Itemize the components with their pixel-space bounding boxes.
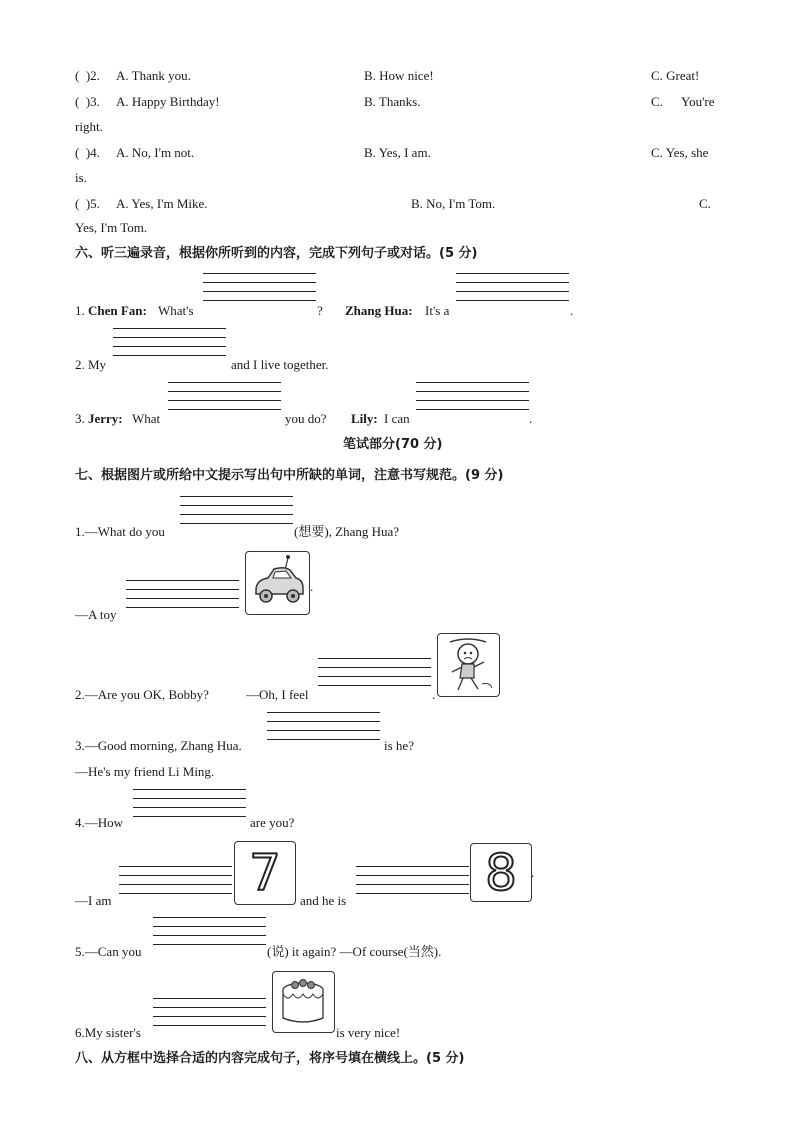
section-8-title: 八、从方框中选择合适的内容完成句子，将序号填在横线上。(5 分)	[75, 1051, 465, 1066]
listen-q3-answer-text: I can	[384, 411, 410, 426]
writing-lines[interactable]	[416, 382, 529, 410]
q1-answer-text: —A toy	[75, 607, 117, 622]
speaker-chen-fan: Chen Fan:	[88, 303, 147, 318]
listen-q3-number: 3.	[75, 411, 85, 426]
writing-lines[interactable]	[318, 658, 431, 686]
choice-q2-number: ( )2.	[75, 68, 100, 83]
listen-q1-answer-text: It's a	[425, 303, 450, 318]
choice-q5-option-b: B. No, I'm Tom.	[411, 196, 496, 211]
writing-lines[interactable]	[133, 789, 246, 817]
choice-q5-option-c: C.	[699, 196, 711, 211]
writing-lines[interactable]	[203, 273, 316, 301]
choice-q5-option-c-wrap: Yes, I'm Tom.	[75, 220, 148, 235]
writing-lines[interactable]	[153, 998, 266, 1026]
choice-q4-option-c: C. Yes, she	[651, 145, 709, 160]
choice-q4-option-b: B. Yes, I am.	[364, 145, 431, 160]
listen-q2-tail: and I live together.	[231, 357, 329, 372]
listen-q3-text: What	[132, 411, 161, 426]
q4-answer-text: —I am	[75, 893, 112, 908]
q4-question-text: 4.—How	[75, 815, 124, 830]
choice-q3-option-c-wrap: right.	[75, 119, 103, 134]
section-6-title: 六、听三遍录音，根据你所听到的内容，完成下列句子或对话。(5 分)	[75, 246, 478, 261]
writing-lines[interactable]	[180, 496, 293, 524]
writing-lines[interactable]	[267, 712, 380, 740]
section-7-title: 七、根据图片或所给中文提示写出句中所缺的单词，注意书写规范。(9 分)	[75, 468, 504, 483]
period: .	[432, 687, 436, 702]
period: .	[570, 303, 574, 318]
sick-boy-icon	[437, 633, 500, 697]
choice-q3-number: ( )3.	[75, 94, 100, 109]
listen-q2-text: 2. My	[75, 357, 107, 372]
choice-q2-option-b: B. How nice!	[364, 68, 434, 83]
question-mark: ?	[317, 303, 323, 318]
q3-question-text: 3.—Good morning, Zhang Hua.	[75, 738, 242, 753]
writing-lines[interactable]	[456, 273, 569, 301]
q5-question-text: 5.—Can you	[75, 944, 142, 959]
period: .	[529, 411, 533, 426]
writing-lines[interactable]	[168, 382, 281, 410]
written-section-header: 笔试部分(70 分)	[343, 437, 443, 452]
q1-question-tail: (想要), Zhang Hua?	[294, 524, 400, 539]
listen-q3-tail: you do?	[285, 411, 327, 426]
cake-icon	[272, 971, 335, 1033]
choice-q5-option-a: A. Yes, I'm Mike.	[116, 196, 208, 211]
choice-q4-option-a: A. No, I'm not.	[116, 145, 195, 160]
speaker-lily: Lily:	[351, 411, 378, 426]
speaker-zhang-hua: Zhang Hua:	[345, 303, 413, 318]
choice-q2-option-c: C. Great!	[651, 68, 700, 83]
q6-tail: is very nice!	[336, 1025, 401, 1040]
writing-lines[interactable]	[119, 866, 232, 894]
speaker-jerry: Jerry:	[88, 411, 123, 426]
choice-q3-option-a: A. Happy Birthday!	[116, 94, 220, 109]
choice-q5-number: ( )5.	[75, 196, 100, 211]
q4-answer-mid: and he is	[300, 893, 347, 908]
q2-question-text: 2.—Are you OK, Bobby?	[75, 687, 209, 702]
choice-q3-option-b: B. Thanks.	[364, 94, 421, 109]
listen-q1-number: 1.	[75, 303, 85, 318]
q2-answer-text: —Oh, I feel	[246, 687, 309, 702]
writing-lines[interactable]	[356, 866, 469, 894]
choice-q4-number: ( )4.	[75, 145, 100, 160]
writing-lines[interactable]	[113, 328, 226, 356]
period: .	[531, 865, 535, 880]
writing-lines[interactable]	[153, 917, 266, 945]
toy-car-icon	[245, 551, 310, 615]
choice-q3-option-c-text: You're	[681, 94, 715, 109]
choice-q3-option-c: C.	[651, 94, 663, 109]
period: .	[310, 579, 314, 594]
number-seven-card: 7	[234, 841, 296, 905]
q4-question-tail: are you?	[250, 815, 295, 830]
q6-text: 6.My sister's	[75, 1025, 141, 1040]
listen-q1-text: What's	[158, 303, 194, 318]
q3-question-tail: is he?	[384, 738, 414, 753]
choice-q2-option-a: A. Thank you.	[116, 68, 191, 83]
q1-question-text: 1.—What do you	[75, 524, 165, 539]
choice-q4-option-c-wrap: is.	[75, 170, 87, 185]
number-eight-card: 8	[470, 843, 532, 902]
writing-lines[interactable]	[126, 580, 239, 608]
q3-answer-text: —He's my friend Li Ming.	[75, 764, 215, 779]
q5-question-tail: (说) it again? —Of course(当然).	[267, 944, 442, 959]
